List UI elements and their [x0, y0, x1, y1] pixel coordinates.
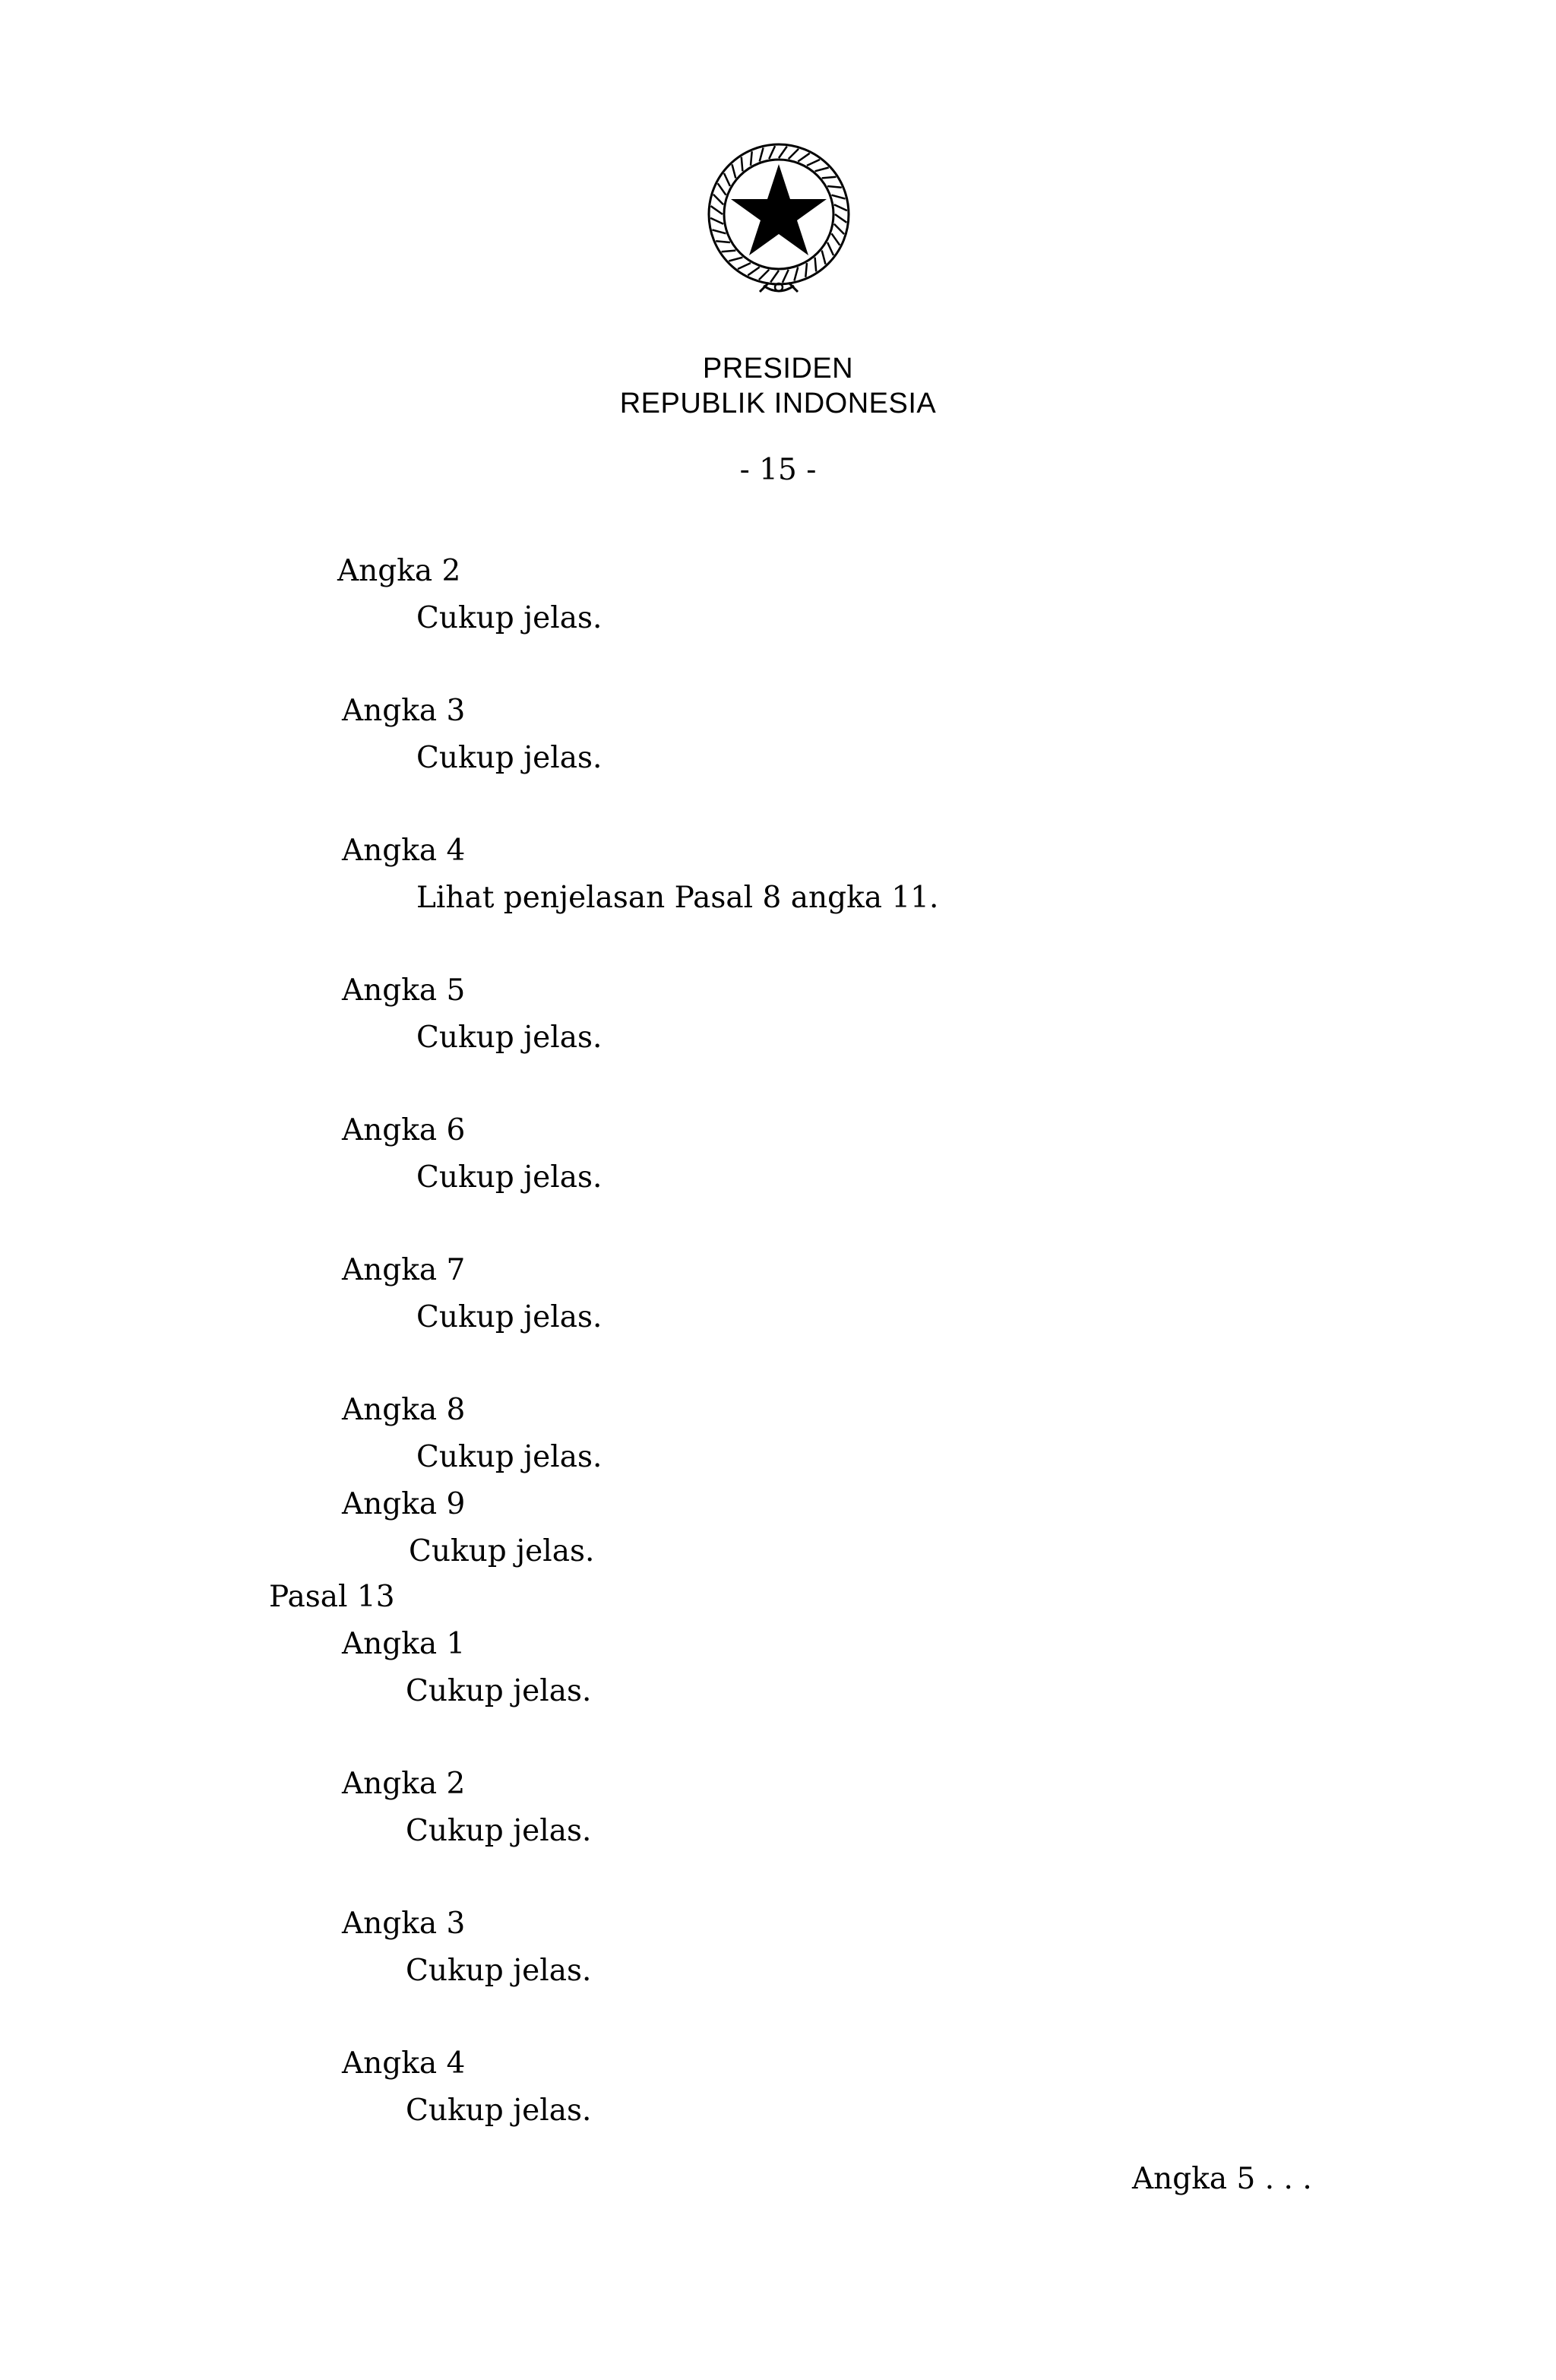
item-heading-angka-6: Angka 6: [342, 1113, 466, 1147]
header-title-republik-indonesia: REPUBLIK INDONESIA: [619, 388, 937, 419]
item-text: Cukup jelas.: [416, 601, 602, 635]
wreath-leaf-icon: [832, 195, 846, 199]
wreath-leaf-icon: [798, 153, 809, 162]
item-text: Cukup jelas.: [416, 741, 602, 775]
item-text: Cukup jelas.: [409, 1534, 595, 1568]
wreath-leaf-icon: [815, 168, 829, 172]
wreath-leaf-icon: [759, 270, 769, 280]
wreath-leaf-icon: [716, 241, 730, 242]
wreath-leaf-icon: [805, 263, 807, 277]
wreath-leaf-icon: [748, 267, 759, 276]
wreath-leaf-icon: [834, 224, 844, 234]
wreath-leaf-icon: [742, 157, 743, 172]
section-heading-pasal-13: Pasal 13: [269, 1580, 395, 1614]
wreath-leaf-icon: [832, 233, 840, 245]
wreath-leaf-icon: [834, 204, 847, 210]
wreath-leaf-icon: [769, 146, 775, 159]
item-text: Cukup jelas.: [416, 1160, 602, 1195]
wreath-leaf-icon: [827, 242, 833, 255]
item-text: Cukup jelas.: [406, 1814, 592, 1848]
item-heading-angka-3: Angka 3: [342, 1907, 466, 1941]
wreath-leaf-icon: [807, 160, 820, 166]
item-text: Cukup jelas.: [406, 1954, 592, 1988]
item-text: Cukup jelas.: [416, 1440, 602, 1474]
continuation-note: Angka 5 . . .: [1132, 2162, 1312, 2196]
item-text: Cukup jelas.: [416, 1300, 602, 1334]
wreath-leaf-icon: [722, 251, 736, 252]
item-heading-angka-9: Angka 9: [342, 1487, 466, 1521]
item-heading-angka-8: Angka 8: [342, 1393, 466, 1427]
wreath-leaf-icon: [822, 251, 826, 264]
page-number: - 15 -: [739, 453, 817, 487]
presidential-emblem-icon: [685, 125, 872, 315]
wreath-leaf-icon: [713, 195, 723, 204]
item-text: Lihat penjelasan Pasal 8 angka 11.: [416, 881, 939, 915]
wreath-leaf-icon: [794, 267, 798, 281]
item-heading-angka-2: Angka 2: [342, 1767, 466, 1801]
item-heading-angka-4: Angka 4: [342, 834, 466, 868]
wreath-leaf-icon: [789, 149, 799, 159]
wreath-leaf-icon: [712, 229, 726, 233]
wreath-leaf-icon: [827, 186, 842, 188]
item-heading-angka-5: Angka 5: [342, 973, 466, 1008]
header-title-presiden: PRESIDEN: [702, 353, 854, 385]
wreath-leaf-icon: [724, 173, 730, 186]
wreath-leaf-icon: [779, 147, 787, 158]
wreath-leaf-icon: [751, 151, 752, 166]
wreath-leaf-icon: [760, 147, 764, 161]
item-heading-angka-2: Angka 2: [337, 554, 461, 588]
item-text: Cukup jelas.: [406, 2094, 592, 2128]
wreath-leaf-icon: [770, 271, 779, 282]
item-heading-angka-4: Angka 4: [342, 2046, 466, 2081]
item-text: Cukup jelas.: [416, 1021, 602, 1055]
wreath-leaf-icon: [711, 206, 723, 214]
wreath-leaf-icon: [738, 263, 751, 269]
item-heading-angka-3: Angka 3: [342, 694, 466, 728]
wreath-leaf-icon: [729, 258, 742, 261]
item-heading-angka-1: Angka 1: [342, 1627, 466, 1661]
wreath-leaf-icon: [732, 164, 736, 178]
wreath-leaf-icon: [835, 214, 846, 223]
wreath-leaf-icon: [815, 258, 817, 272]
wreath-leaf-icon: [783, 270, 789, 283]
item-text: Cukup jelas.: [406, 1674, 592, 1708]
wreath-leaf-icon: [822, 177, 837, 179]
wreath-leaf-icon: [710, 218, 723, 224]
wreath-leaf-icon: [718, 183, 726, 195]
item-heading-angka-7: Angka 7: [342, 1253, 466, 1287]
